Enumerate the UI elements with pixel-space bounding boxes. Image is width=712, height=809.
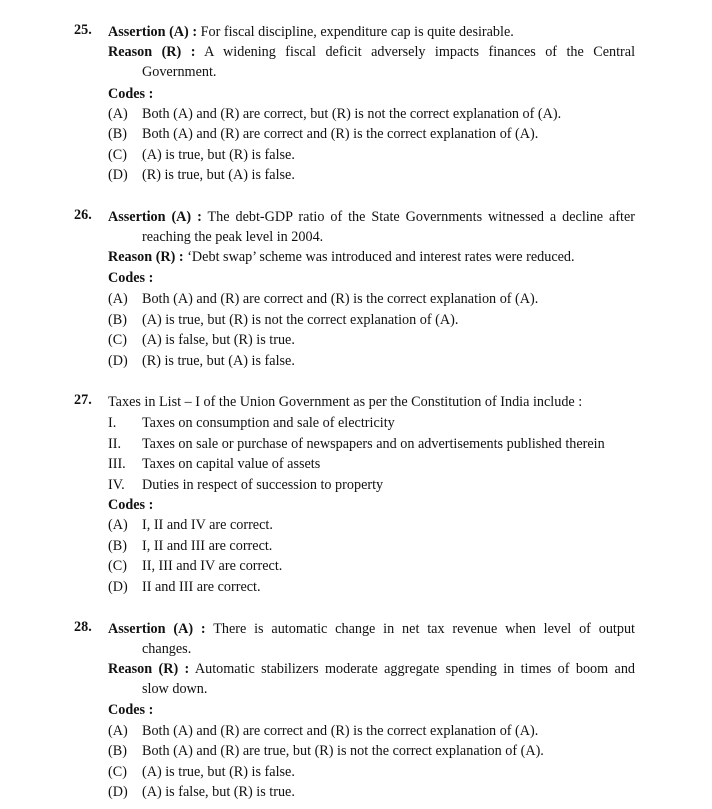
option-text: Both (A) and (R) are correct and (R) is the correct explanation of (A).: [142, 291, 539, 307]
assertion-continuation: changes.: [142, 641, 192, 657]
assertion-label: Assertion (A) :: [108, 621, 206, 637]
option-text: Both (A) and (R) are correct and (R) is the correct explanation of (A).: [142, 723, 539, 739]
option-label: (A): [108, 723, 128, 739]
option-a[interactable]: [108, 515, 273, 535]
option-d[interactable]: [108, 165, 295, 185]
item-text: Duties in respect of succession to property: [142, 477, 384, 493]
option-text: Both (A) and (R) are correct, but (R) is not the correct explanation of (A).: [142, 106, 562, 122]
assertion-text: For fiscal discipline, expenditure cap is quite desirable.: [200, 24, 514, 40]
option-b[interactable]: [108, 310, 458, 330]
codes-label: Codes :: [108, 86, 154, 102]
reason-text: Automatic stabilizers moderate aggregate spending in times of boom and: [194, 661, 636, 677]
option-label: (D): [108, 167, 128, 183]
question-number: 28.: [74, 619, 92, 635]
question-number: 27.: [74, 392, 92, 408]
assertion-label: Assertion (A) :: [108, 209, 202, 225]
item-text: Taxes on sale or purchase of newspapers and on advertisements published therein: [142, 436, 605, 452]
option-a[interactable]: [108, 721, 538, 741]
option-text: (A) is true, but (R) is not the correct explanation of (A).: [142, 312, 459, 328]
codes-label: Codes :: [108, 497, 154, 513]
item-text: Taxes on consumption and sale of electricity: [142, 415, 395, 431]
question-stem: Taxes in List – I of the Union Government as per the Constitution of India include :: [108, 394, 583, 410]
reason-label: Reason (R) :: [108, 44, 196, 60]
option-text: (A) is false, but (R) is true.: [142, 784, 295, 800]
assertion-continuation: reaching the peak level in 2004.: [142, 229, 324, 245]
list-item: [108, 475, 383, 495]
option-label: (A): [108, 517, 128, 533]
reason-continuation: slow down.: [142, 681, 208, 697]
reason-label: Reason (R) :: [108, 661, 190, 677]
option-label: (C): [108, 332, 127, 348]
option-label: (B): [108, 538, 127, 554]
option-d[interactable]: [108, 351, 295, 371]
option-text: (R) is true, but (A) is false.: [142, 353, 295, 369]
option-text: Both (A) and (R) are true, but (R) is not the correct explanation of (A).: [142, 743, 544, 759]
list-item: [108, 434, 605, 454]
item-label: III.: [108, 456, 126, 472]
option-text: I, II and III are correct.: [142, 538, 273, 554]
option-label: (B): [108, 312, 127, 328]
item-label: II.: [108, 436, 121, 452]
assertion-line: [108, 22, 635, 42]
option-d[interactable]: [108, 577, 261, 597]
option-label: (C): [108, 147, 127, 163]
option-c[interactable]: [108, 145, 295, 165]
reason-label: Reason (R) :: [108, 249, 184, 265]
item-text: Taxes on capital value of assets: [142, 456, 321, 472]
reason-text: ‘Debt swap’ scheme was introduced and interest rates were reduced.: [187, 249, 575, 265]
list-item: [108, 413, 395, 433]
item-label: I.: [108, 415, 117, 431]
question-number: 26.: [74, 207, 92, 223]
option-text: Both (A) and (R) are correct and (R) is the correct explanation of (A).: [142, 126, 539, 142]
option-label: (D): [108, 784, 128, 800]
option-label: (B): [108, 126, 127, 142]
option-label: (B): [108, 743, 127, 759]
codes-label: Codes :: [108, 702, 154, 718]
reason-continuation: Government.: [142, 64, 217, 80]
option-label: (D): [108, 579, 128, 595]
option-text: I, II and IV are correct.: [142, 517, 273, 533]
assertion-line: [108, 619, 635, 639]
option-text: (A) is true, but (R) is false.: [142, 764, 295, 780]
reason-text: A widening fiscal deficit adversely impacts finances of the Central: [204, 44, 636, 60]
option-b[interactable]: [108, 536, 272, 556]
option-text: II and III are correct.: [142, 579, 261, 595]
option-c[interactable]: [108, 330, 295, 350]
assertion-text: There is automatic change in net tax revenue when level of output: [213, 621, 635, 637]
option-label: (C): [108, 764, 127, 780]
option-b[interactable]: [108, 741, 544, 761]
option-d[interactable]: [108, 782, 295, 802]
option-a[interactable]: [108, 289, 538, 309]
option-a[interactable]: [108, 104, 561, 124]
option-b[interactable]: [108, 124, 538, 144]
option-label: (D): [108, 353, 128, 369]
option-label: (A): [108, 106, 128, 122]
assertion-text: The debt-GDP ratio of the State Governments witnessed a decline after: [207, 209, 636, 225]
list-item: [108, 454, 320, 474]
option-label: (A): [108, 291, 128, 307]
option-c[interactable]: [108, 762, 295, 782]
option-text: II, III and IV are correct.: [142, 558, 283, 574]
option-text: (R) is true, but (A) is false.: [142, 167, 295, 183]
reason-line: [108, 42, 635, 62]
assertion-label: Assertion (A) :: [108, 24, 198, 40]
codes-label: Codes :: [108, 270, 154, 286]
question-number: 25.: [74, 22, 92, 38]
reason-line: [108, 247, 635, 267]
option-text: (A) is false, but (R) is true.: [142, 332, 295, 348]
option-text: (A) is true, but (R) is false.: [142, 147, 295, 163]
option-c[interactable]: [108, 556, 282, 576]
assertion-line: [108, 207, 635, 227]
option-label: (C): [108, 558, 127, 574]
item-label: IV.: [108, 477, 125, 493]
reason-line: [108, 659, 635, 679]
